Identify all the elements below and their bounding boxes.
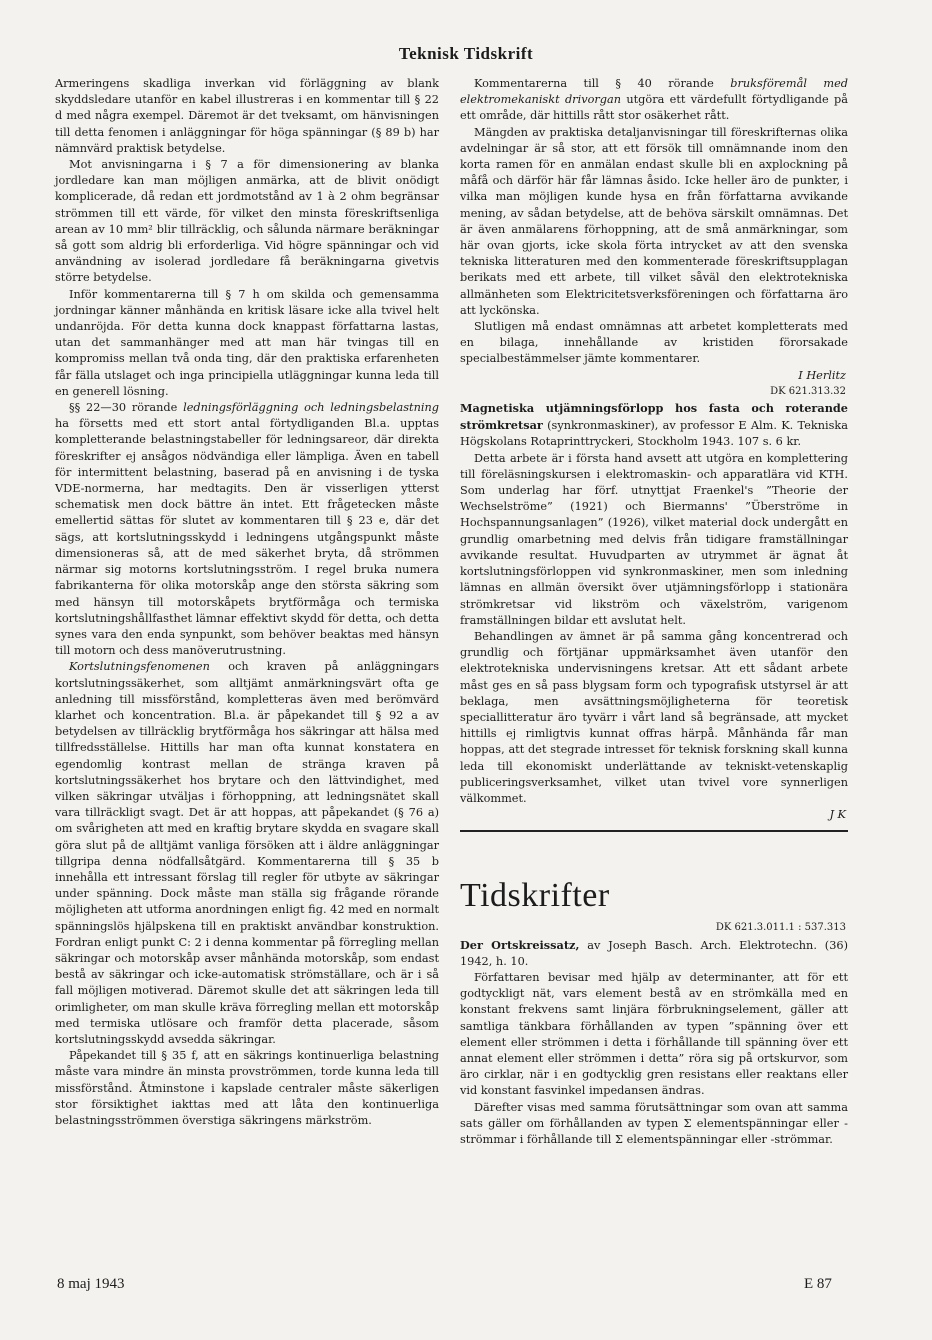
- signature: J K: [829, 808, 846, 822]
- dk-classification: DK 621.313.32: [770, 385, 846, 397]
- journal-header: Teknisk Tidskrift: [398, 44, 534, 63]
- section-title: Tidskrifter: [460, 877, 610, 915]
- paragraph: Därefter visas med samma förutsättningar som ovan att samma sats gäller om förhållanden av typen Σ elementspänningar eller -strömmar i förhållande till Σ elementspänningar eller -strömmar.: [460, 1100, 848, 1146]
- paragraph: Slutligen må endast omnämnas att arbetet kompletterats med en bilaga, innehållande av kristiden förorsakade specialbestämmelser jämte kommentarer.: [460, 320, 848, 366]
- paragraph: Påpekandet till § 35 f, att en säkrings kontinuerliga belastning måste vara mindre än minsta provströmmen, torde kunna leda till missförstånd. Åtminstone i kapslade centraler måste säkerligen stor försiktighet iakttas med att låta den kontinuerliga belastningsströmmen överstiga säkringens märkström.: [55, 1049, 439, 1127]
- review-heading: [460, 400, 848, 451]
- footer-date: 8 maj 1943: [57, 1276, 125, 1292]
- left-column: [55, 76, 439, 1129]
- paragraph: Författaren bevisar med hjälp av determinanter, att för ett godtyckligt nät, vars element bestå av en strömkälla med en konstant frekvens samt linjära förbrukningselement, gäller att samtliga tänkbara förhållanden av typen ”spänning över ett element eller strömmen i detta i förhållande till spänning över ett annat element eller strömmen i detta” röra sig på ortskurvor, som äro cirklar, när i en godtycklig gren resistans eller reaktans eller vid konstant fasvinkel impedansen ändras.: [460, 970, 848, 1098]
- section-divider: [460, 830, 848, 832]
- text-run: §§ 22—30 rörande: [69, 401, 184, 415]
- paragraph: [460, 76, 848, 125]
- italic-term: ledningsförläggning och ledningsbelastning: [183, 401, 439, 415]
- text-run: och kraven på anläggningars kortslutningssäkerhet, som alltjämt anmärkningsvärt ofta ge anledning till missförstånd, kompletteras även med berömvärd klarhet och koncentration. Bl.a. är påpekandet till § 92 a av betydelsen av tillräcklig brytförmåga hos säkringar att hälsa med tillfredsställelse. Hittills har man ofta kunnat konstatera en egendomlig kontrast mellan de stränga kraven på kortslutningssäkerhet hos brytare och den lättvindighet, med vilken säkringar utväljas i förhoppning, att ledningsnätet skall vara tillräckligt svagt. Det är att hoppas, att påpekandet (§ 76 a) om svårigheten att med en kraftig brytare skydda en svagare skall göra slut på de alltjämt vanliga försöken att i äldre anläggningar tillgripa denna nödfallsåtgärd. Kommentarerna till § 35 b innehålla ett intressant förslag till regler för utbyte av säkringar under spänning. Dock måste man ställa sig frågande rörande möjligheten att utforma anordningen enligt fig. 42 med en normalt spänningslös hjälpskena till en praktiskt användbar konstruktion. Fordran enligt punkt C: 2 i denna kommentar på förregling mellan säkringar och motorskåp avser månhända motorskåp, som endast bestå av säkringar och icke-automatisk strömställare, och är i så fall möjligen motiverad. Däremot skulle det att säkringen leda till orimligheter, om man skulle kräva förregling mellan ett motorskåp med termiska utlösare och framför detta placerade, såsom kortslutningsskydd avsedda säkringar.: [55, 660, 439, 1046]
- text-run: (synkronmaskiner), av professor E Alm. K. Tekniska Högskolans Rotaprinttryckeri, Stockholm 1943. 107 s. 6 kr.: [460, 419, 848, 449]
- dk-classification: DK 621.3.011.1 : 537.313: [715, 922, 846, 934]
- text-run: Kommentarerna till § 40 rörande: [474, 77, 731, 90]
- paragraph: Armeringens skadliga inverkan vid förläggning av blank skyddsledare utanför en kabel illustreras i en kommentar till § 22 d med några exempel. Däremot är det tveksamt, om hänvisningen till detta fenomen i anläggningar för höga spänningar (§ 89 b) har nämnvärd praktisk betydelse.: [55, 77, 439, 155]
- text-run: utgöra ett värdefullt förtydligande på ett område, där hittills rått stor osäkerhet rått.: [460, 93, 848, 123]
- paragraph: Behandlingen av ämnet är på samma gång koncentrerad och grundlig och förtjänar uppmärksamhet även utanför den elektrotekniska undervisningens kretsar. Att ett sådant arbete måst ges en så pass blygsam form och typografisk utstyrsel är att beklaga, men avsättningsmöjligheterna för teoretisk speciallitteratur äro tyvärr i vårt land så begränsade, att mycket hittills ej rimligtvis kunnat offras härpå. Månhända får man hoppas, att det stegrade intresset för teknisk forskning skall kunna leda till ekonomiskt underlättande av tekniskt-vetenskaplig publiceringsverksamhet, vilket utan tvivel vore synnerligen välkommet.: [460, 629, 848, 805]
- article-title: Der Ortskreissatz,: [460, 937, 580, 952]
- italic-term: bruksföremål med elektromekaniskt drivorgan: [460, 77, 849, 107]
- italic-term: Kortslutningsfenomenen: [69, 660, 210, 674]
- paragraph: Detta arbete är i första hand avsett att utgöra en komplettering till föreläsningskursen i elektromaskin- och apparatlära vid KTH. Som underlag har förf. utnyttjat Fraenkel's ”Theorie der Wechselströme” (1921) och Biermanns' ”Überströme in Hochspannungsanlagen” (1926), vilket material dock undergått en grundlig omarbetning med delvis från tidigare framställningar avvikande resultat. Huvudparten av utrymmet är ägnat åt kortslutningsförloppen vid synkronmaskiner, men som inledning lämnas en allmän översikt över utjämningsförlopp i stationära strömkretsar vid likström och växelström, varigenom framställningen bildar ett avslutat helt.: [460, 451, 848, 627]
- text-run: ha försetts med ett stort antal förtydliganden Bl.a. upptas kompletterande belastningstabeller för ledningsareor, där direkta föreskrifter ej ansågos nödvändiga eller lämpliga. Även en tabell för intermittent belastning, baserad på en anvisning i de tyska VDE-normerna, har medtagits. Den är visserligen ytterst schematisk men dock bättre än intet. Ett frågetecken måste emellertid sättas för slutet av kommentaren till § 23 e, där det sägs, att kortslutningsskydd i ledningens utgångspunkt måste dimensioneras så, att de med säkerhet bryta, då strömmen närmar sig motorns kortslutningsström. I regel bruka numera fabrikanterna för olika motorskåp ange den största säkring som med hänsyn till motorskåpets brytförmåga och termiska kortslutningshållfasthet lämnar effektivt skydd för detta, och detta synes vara den enda synpunkt, som behöver beaktas med hänsyn till motorn och dess manöverutrustning.: [55, 417, 439, 658]
- text-run: av Joseph Basch. Arch. Elektrotechn. (36) 1942, h. 10.: [460, 938, 848, 968]
- paragraph: Mängden av praktiska detaljanvisningar till föreskrifternas olika avdelningar är så stor, att ett försök till omnämnande inom den korta ramen för en anmälan endast skulle bli en axplockning på måfå och därför här får lämnas åsido. Icke heller äro de punkter, i vilka man möjligen kunde hysa en från författarna avvikande mening, av sådan betydelse, att de behöva särskilt omnämnas. Det är även anmälarens förhoppning, att de små anmärkningar, som här ovan gjorts, icke skola förta intrycket av att den svenska tekniska litteraturen med den kommenterade föreskriftsupplagan berikats med ett arbete, till vilket såväl den elektrotekniska allmänheten som Elektricitetsverksföreningen och författarna äro att lyckönska.: [460, 125, 848, 317]
- page-number: E 87: [804, 1276, 832, 1292]
- book-title: Magnetiska utjämningsförlopp hos fasta och roterande strömkretsar: [460, 401, 848, 433]
- paragraph: Mot anvisningarna i § 7 a för dimensionering av blanka jordledare kan man möjligen anmärka, att de blivit onödigt komplicerade, då redan ett jordmotstånd av 1 à 2 ohm begränsar strömmen till ett värde, för vilket den minsta föreskriftsenliga arean av 10 mm² blir tillräcklig, och sålunda närmare beräkningar så gott som aldrig bli erforderliga. Vid högre spänningar och vid användning av isolerad jordledare få beräkningarna givetvis större betydelse.: [55, 158, 439, 285]
- right-column: [460, 76, 848, 1148]
- article-heading: [460, 937, 848, 970]
- paragraph: [55, 659, 439, 1048]
- paragraph: [55, 400, 439, 659]
- signature: I Herlitz: [798, 368, 846, 382]
- paragraph: Inför kommentarerna till § 7 h om skilda och gemensamma jordningar känner månhända en kritisk läsare icke alla tvivel helt undanröjda. För detta kunna dock knappast författarna lastas, utan det sammanhänger med att man här tvingas till en kompromiss mellan två onda ting, där den praktiska erfarenheten får fälla utslaget och inga principiella utläggningar kunna leda till en generell lösning.: [55, 287, 439, 398]
